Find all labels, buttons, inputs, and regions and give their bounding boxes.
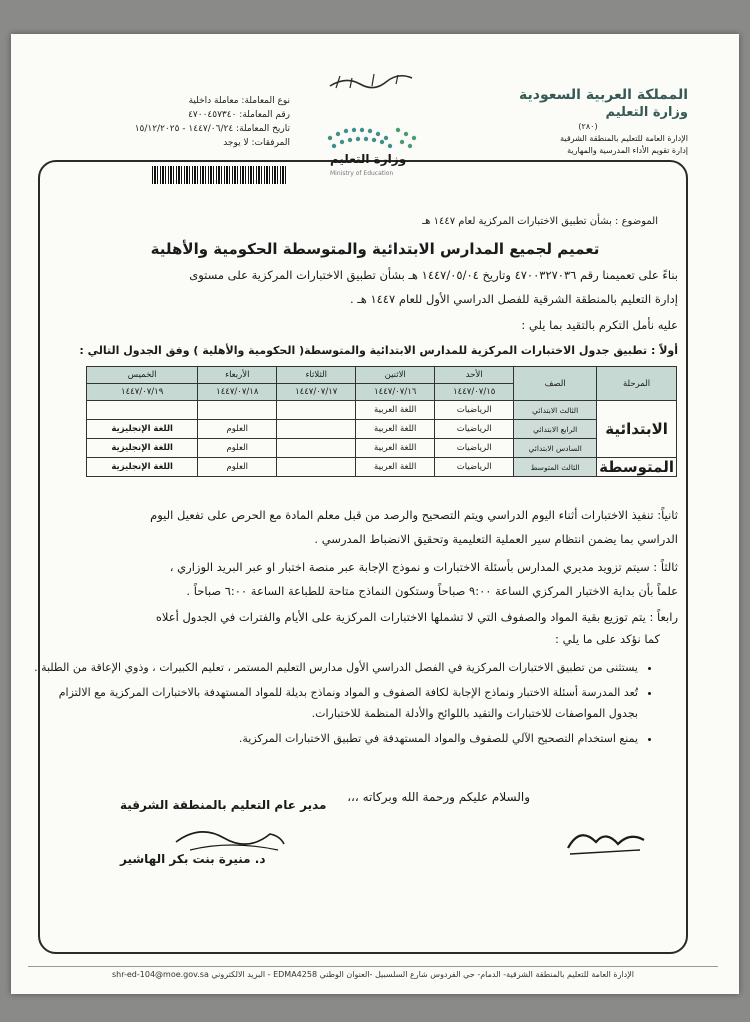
list-item: • تُعد المدرسة أسئلة الاختبار ونماذج الإجابة لكافة الصفوف و المواد ونماذج بديلة للمواد المستهدفة بالاختبارات المركزية مع الالتزام بجدول المواصفات للاختبارات والتقيد باللوائح والأدلة المنظمة للاختبارات. [28,682,638,724]
meta-type: نوع المعاملة: معاملة داخلية [188,96,290,106]
header-date-2: ١٤٤٧/٠٧/١٦ [356,384,435,401]
notes-list [28,657,678,753]
intro-line-1: بناءً على تعميمنا رقم ٤٧٠٠٣٢٧٠٣٦ وتاريخ ١٤٤٧/٠٥/٠٤ هـ بشأن تطبيق الاختبارات المركزية على مستوى [189,268,678,282]
subject-cell [87,401,198,420]
clause-second-line-2: الدراسي بما يضمن انتظام سير العملية التعليمية وتحقيق الانضباط المدرسي . [314,532,678,546]
subject-cell: الرياضيات [435,401,514,420]
subject-cell: الرياضيات [435,458,514,477]
header-day-1: الأحد [435,367,514,384]
header-day-5: الخميس [87,367,198,384]
clause-third-line-2: علماً بأن بداية الاختبار المركزي الساعة ٩:٠٠ صباحاً وستكون النماذج متاحة للطباعة الساعة ٦:٠٠ صباحاً . [186,584,678,598]
header-day-2: الاثنين [356,367,435,384]
subject-cell: اللغة الإنجليزية [87,420,198,439]
header-grade: الصف [514,367,597,401]
header-day-3: الثلاثاء [277,367,356,384]
table-header-row [87,367,677,384]
exam-schedule-table [86,366,677,477]
list-item: • يمنع استخدام التصحيح الآلي للصفوف والمواد المستهدفة في تطبيق الاختبارات المركزية. [28,728,638,749]
confirm-line: كما نؤكد على ما يلي : [555,632,660,646]
table-row [87,458,677,477]
bismillah-calligraphy [326,70,416,92]
grade-cell: الرابع الابتدائي [514,420,597,439]
header-date-4: ١٤٤٧/٠٧/١٨ [198,384,277,401]
header-date-1: ١٤٤٧/٠٧/١٥ [435,384,514,401]
department-line-1: الإدارة العامة للتعليم بالمنطقة الشرقية [560,134,688,143]
subject-cell: العلوم [198,439,277,458]
header-day-4: الأربعاء [198,367,277,384]
signer-name: د. منيرة بنت بكر الهاشير [120,852,266,866]
meta-date: تاريخ المعاملة: ١٤٤٧/٠٦/٢٤ - ١٥/١٢/٢٠٢٥ [134,124,290,134]
subject-cell: اللغة الإنجليزية [87,458,198,477]
clause-fourth: رابعاً : يتم توزيع بقية المواد والصفوف التي لا تشملها الاختبارات المركزية على الأيام والفترات في الجدول أعلاه [155,610,678,624]
subject-cell [277,439,356,458]
subject-cell [277,420,356,439]
signer-title: مدير عام التعليم بالمنطقة الشرقية [120,798,327,812]
subject-cell [277,458,356,477]
meta-number: رقم المعاملة: ٤٧٠٠٤٥٧٣٤٠ [188,110,290,120]
letter-footer: الإدارة العامة للتعليم بالمنطقة الشرقية- الدمام- حي الفردوس شارع السلسبيل -العنوان الوطني EDMA4258 - البريد الالكتروني shr-ed-104@moe.gov.sa [28,966,718,979]
subject-cell: اللغة العربية [356,401,435,420]
kingdom-name: المملكة العربية السعودية [519,87,688,103]
subject-cell: اللغة العربية [356,420,435,439]
barcode [152,166,288,184]
clause-first: أولاً : تطبيق جدول الاختبارات المركزية للمدارس الابتدائية والمتوسطة( الحكومية والأهلية ) وفق الجدول التالي : [79,344,678,357]
subject-cell: العلوم [198,458,277,477]
clause-second-line-1: ثانياً: تنفيذ الاختبارات أثناء اليوم الدراسي ويتم التصحيح والرصد من قبل معلم المادة مع الحرص على تفعيل اليوم [150,508,678,522]
table-row [87,420,677,439]
list-item: • يستثنى من تطبيق الاختبارات المركزية في الفصل الدراسي الأول مدارس التعليم المستمر ، تعليم الكبيرات ، وذوي الإعاقة من الطلبة . [28,657,638,678]
stage-primary: الابتدائية [597,401,677,458]
subject-cell [198,401,277,420]
logo-ministry-english: Ministry of Education [330,170,394,177]
grade-cell: الثالث المتوسط [514,458,597,477]
header-date-5: ١٤٤٧/٠٧/١٩ [87,384,198,401]
ministry-name: وزارة التعليم [605,105,688,120]
closing-salutation: والسلام عليكم ورحمة الله وبركاته ،،، [347,790,530,804]
subject-cell: العلوم [198,420,277,439]
signature-initials [560,820,650,860]
header-date-3: ١٤٤٧/٠٧/١٧ [277,384,356,401]
letter-heading: تعميم لجميع المدارس الابتدائية والمتوسطة الحكومية والأهلية [150,240,600,258]
logo-ministry-name: وزارة التعليم [330,152,407,166]
department-code: (٢٨٠) [578,122,598,131]
subject-cell: الرياضيات [435,439,514,458]
grade-cell: الثالث الابتدائي [514,401,597,420]
subject-cell: اللغة العربية [356,439,435,458]
clause-third-line-1: ثالثاً : سيتم تزويد مديري المدارس بأسئلة الاختبارات و نموذج الإجابة عبر منصة اختبار او عبر البريد الوزاري ، [169,560,678,574]
department-line-2: إدارة تقويم الأداء المدرسية والمهارية [567,146,688,155]
subject-cell [277,401,356,420]
grade-cell: السادس الابتدائي [514,439,597,458]
table-row [87,401,677,420]
table-row [87,439,677,458]
intro-line-3: عليه نأمل التكرم بالتقيد بما يلي : [521,318,678,332]
transaction-meta [134,94,290,150]
letter-subject: الموضوع : بشأن تطبيق الاختبارات المركزية لعام ١٤٤٧ هـ [422,216,658,227]
subject-cell: اللغة العربية [356,458,435,477]
stage-middle: المتوسطة [597,458,677,477]
subject-cell: الرياضيات [435,420,514,439]
header-stage: المرحلة [597,367,677,401]
letterhead-right [488,86,688,157]
intro-line-2: إدارة التعليم بالمنطقة الشرقية للفصل الدراسي الأول للعام ١٤٤٧ هـ . [350,292,678,306]
subject-cell: اللغة الإنجليزية [87,439,198,458]
meta-attachments: المرفقات: لا يوجد [223,138,290,148]
